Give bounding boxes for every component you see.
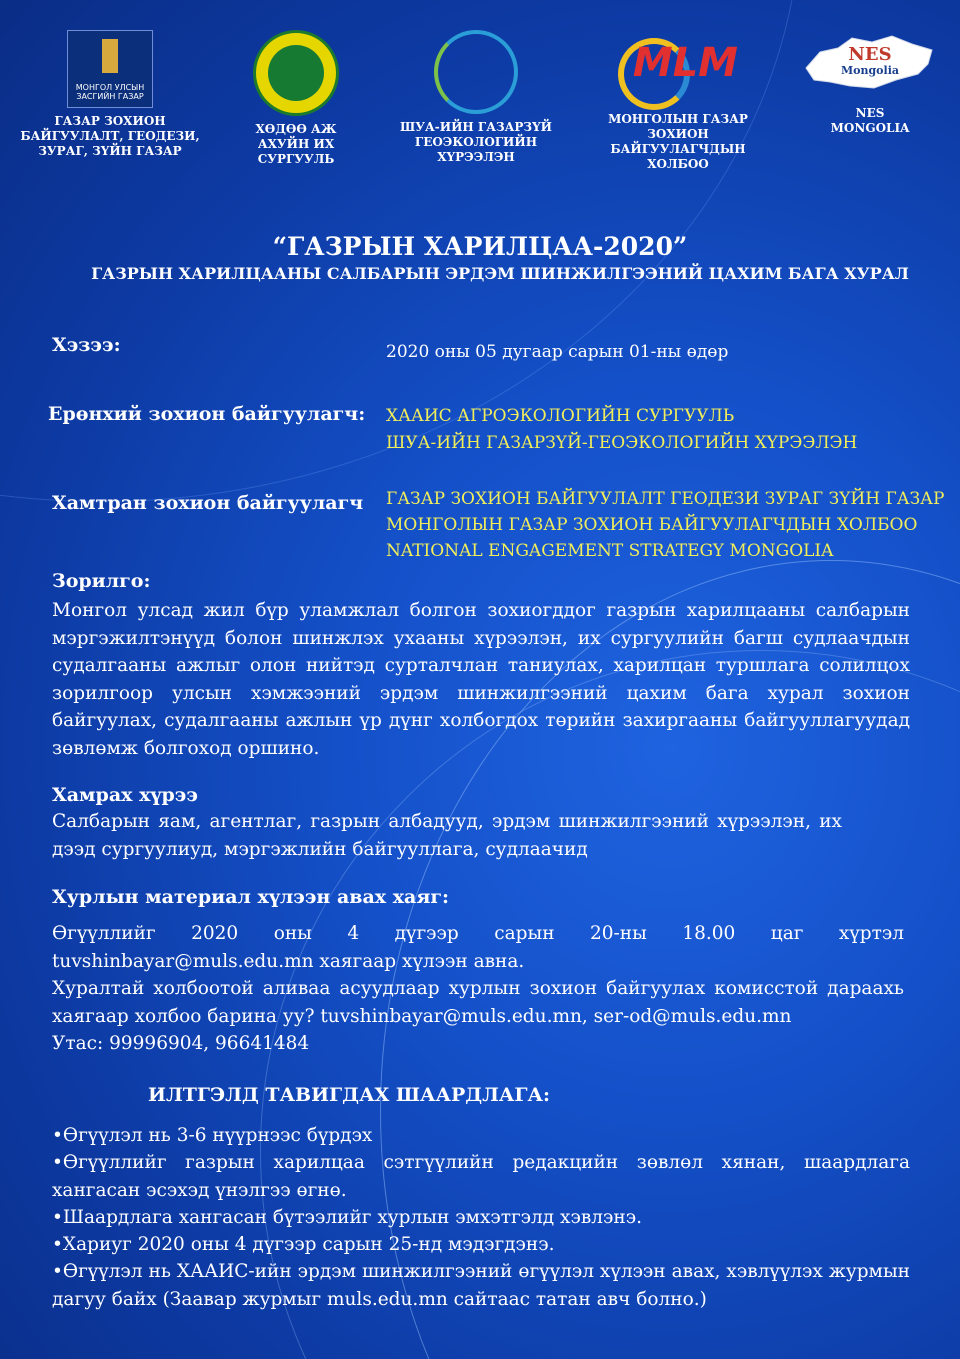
logo-nes bbox=[792, 30, 948, 136]
requirement-item: •Шаардлага хангасан бүтээлийг хурлын эмхэтгэлд хэвлэнэ. bbox=[52, 1207, 642, 1228]
co-organizer-label: Хамтран зохион байгуулагч bbox=[52, 492, 364, 514]
scope-text: Салбарын яам, агентлаг, газрын албадууд, эрдэм шинжилгээний хүрээлэн, их дээд сургуулиуд, мэргэжлийн байгууллага, судлаачид bbox=[52, 811, 842, 860]
event-subtitle: ГАЗРЫН ХАРИЛЦААНЫ САЛБАРЫН ЭРДЭМ ШИНЖИЛГЭЭНИЙ ЦАХИМ БАГА ХУРАЛ bbox=[91, 264, 909, 283]
shua-globe-logo bbox=[434, 30, 518, 114]
logo-row bbox=[0, 30, 960, 170]
when-label: Хэзээ: bbox=[52, 334, 121, 356]
logo-muls bbox=[228, 30, 364, 167]
when-value: 2020 оны 05 дугаар сарын 01-ны өдөр bbox=[386, 342, 729, 362]
logo-caption: ХӨДӨӨ АЖ АХУЙН ИХ СУРГУУЛЬ bbox=[255, 122, 337, 166]
co-organizer-line: ГАЗАР ЗОХИОН БАЙГУУЛАЛТ ГЕОДЕЗИ ЗУРАГ ЗҮЙН ГАЗАР bbox=[386, 489, 945, 509]
phone-text: Утас: 99996904, 96641484 bbox=[52, 1033, 310, 1054]
organizer-line: ШУА-ИЙН ГАЗАРЗҮЙ-ГЕОЭКОЛОГИЙН ХҮРЭЭЛЭН bbox=[386, 433, 858, 453]
logo-caption: ГАЗАР ЗОХИОН БАЙГУУЛАЛТ, ГЕОДЕЗИ, ЗУРАГ, ЗҮЙН ГАЗАР bbox=[20, 114, 200, 158]
co-organizer-line: МОНГОЛЫН ГАЗАР ЗОХИОН БАЙГУУЛАГЧДЫН ХОЛБОО bbox=[386, 515, 918, 535]
requirement-item: •Өгүүлэл нь 3-6 нүүрнээс бүрдэх bbox=[52, 1125, 373, 1146]
nes-map-logo: NES Mongolia bbox=[800, 30, 940, 100]
logo-caption: ШУА-ИЙН ГАЗАРЗҮЙ ГЕОЭКОЛОГИЙН ХҮРЭЭЛЭН bbox=[400, 120, 552, 164]
logo-mongolia-gov bbox=[10, 30, 210, 159]
co-organizer-line: NATIONAL ENGAGEMENT STRATEGY MONGOLIA bbox=[386, 541, 834, 561]
contact-text: Хуралтай холбоотой аливаа асуудлаар хурлын зохион байгуулах комисстой дараахь хаягаар холбоо барина уу? tuvshinbayar@muls.edu.mn, ser-od@muls.edu.mn bbox=[52, 978, 904, 1027]
organizer-label: Ерөнхий зохион байгуулагч: bbox=[48, 403, 366, 425]
submission-text: Өгүүллийг 2020 оны 4 дүгээр сарын 20-ны 18.00 цаг хүртэл tuvshinbayar@muls.edu.mn хаягаар хүлээн авна. bbox=[52, 923, 904, 972]
requirements-heading: ИЛТГЭЛД ТАВИГДАХ ШААРДЛАГА: bbox=[148, 1084, 551, 1106]
logo-mlm bbox=[590, 30, 766, 172]
goal-text: Монгол улсад жил бүр уламжлал болгон зохиогддог газрын харилцааны салбарын мэргэжилтэнүүд болон шинжлэх ухааны хүрээлэн, их сургуулийн багш судлаачдын судалгааны ажлыг олон нийтэд сурталчлан таниулах, харилцан туршлага солилцох зорилгоор улсын хэмжээний эрдэм шинжилгээний цахим бага хурал зохион байгуулах, судалгааны ажлын үр дүнг холбогдох төрийн захиргааны байгууллагуудад зөвлөмж болгоход оршино. bbox=[52, 600, 910, 759]
submission-heading: Хурлын материал хүлээн авах хаяг: bbox=[52, 886, 450, 908]
horse-icon bbox=[268, 45, 324, 101]
mlm-logo: MLM bbox=[618, 30, 738, 106]
requirement-item: •Хариуг 2020 оны 4 дүгээр сарын 25-нд мэдэгдэнэ. bbox=[52, 1234, 555, 1255]
soyombo-icon bbox=[102, 39, 118, 73]
logo-caption: МОНГОЛЫН ГАЗАР ЗОХИОН БАЙГУУЛАГЧДЫН ХОЛБОО bbox=[608, 112, 748, 171]
logo-shua bbox=[384, 30, 568, 165]
goal-heading: Зорилго: bbox=[52, 570, 151, 592]
muls-horse-logo bbox=[253, 30, 339, 116]
logo-caption: NES MONGOLIA bbox=[830, 106, 910, 135]
requirement-item: •Өгүүлэл нь ХААИС-ийн эрдэм шинжилгээний өгүүлэл хүлээн авах, хэвлүүлэх журмын дагуу байх (Заавар журмыг muls.edu.mn сайтаас татан авч болно.) bbox=[52, 1261, 910, 1310]
scope-heading: Хамрах хүрээ bbox=[52, 784, 198, 806]
organizer-line: ХААИС АГРОЭКОЛОГИЙН СУРГУУЛЬ bbox=[386, 406, 735, 426]
event-title: “ГАЗРЫН ХАРИЛЦАА-2020” bbox=[272, 232, 688, 261]
requirement-item: •Өгүүллийг газрын харилцаа сэтгүүлийн редакцийн зөвлөл хянан, шаардлага хангасан эсэхэд үнэлгээ өгнө. bbox=[52, 1152, 910, 1201]
mongolia-emblem-icon: МОНГОЛ УЛСЫН ЗАСГИЙН ГАЗАР bbox=[67, 30, 153, 108]
